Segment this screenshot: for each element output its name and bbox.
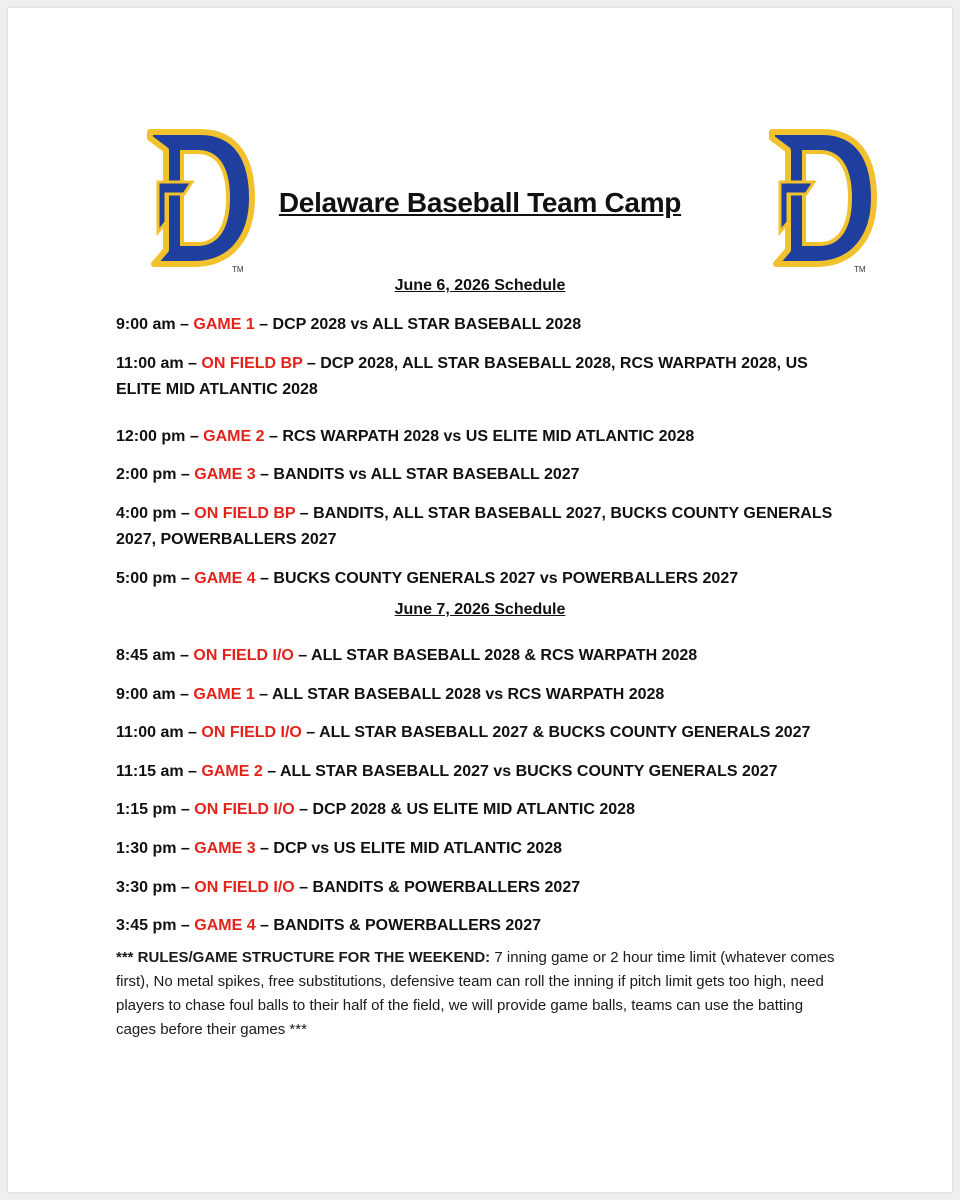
row-detail: DCP 2028 & US ELITE MID ATLANTIC 2028	[312, 801, 635, 818]
schedule-row	[116, 312, 852, 338]
trademark-mark: TM	[854, 265, 866, 274]
page-title: Delaware Baseball Team Camp	[278, 187, 682, 218]
row-separator: –	[255, 466, 274, 483]
row-separator: –	[255, 570, 274, 587]
row-event: GAME 1	[193, 686, 255, 703]
row-separator: –	[175, 686, 194, 703]
row-separator: –	[185, 428, 204, 445]
row-time: 1:15 pm	[116, 801, 177, 818]
schedule-sheet	[8, 8, 952, 1192]
row-event: ON FIELD BP	[194, 505, 296, 522]
row-time: 8:45 am	[116, 647, 176, 664]
row-time: 12:00 pm	[116, 428, 186, 445]
schedule-row	[116, 424, 852, 450]
row-time: 4:00 pm	[116, 505, 177, 522]
schedule-row	[116, 875, 852, 901]
rules-body: 7 inning game or 2 hour time limit (whatever comes first), No metal spikes, free substitutions, defensive team can roll the inning if pitch limit gets too high, need players to chase foul balls to their half of the field, we will provide game balls, teams can use the batting cages before their games ***	[116, 949, 835, 1038]
rules-paragraph	[116, 946, 846, 1042]
row-time: 9:00 am	[116, 316, 176, 333]
schedule-row	[116, 682, 852, 708]
row-separator: –	[293, 647, 312, 664]
row-time: 1:30 pm	[116, 840, 177, 857]
row-detail: ALL STAR BASEBALL 2028 vs RCS WARPATH 2028	[271, 686, 665, 703]
row-event: ON FIELD I/O	[194, 879, 295, 896]
row-separator: –	[254, 316, 273, 333]
row-separator: –	[183, 724, 202, 741]
row-event: ON FIELD I/O	[201, 724, 302, 741]
trademark-mark: TM	[232, 265, 244, 274]
row-time: 3:45 pm	[116, 917, 177, 934]
row-event: GAME 2	[201, 763, 263, 780]
row-event: ON FIELD BP	[201, 355, 303, 372]
row-detail: DCP 2028, ALL STAR BASEBALL 2028, RCS WARPATH 2028, US ELITE MID ATLANTIC 2028	[116, 355, 808, 398]
row-separator: –	[294, 879, 313, 896]
schedule-row	[116, 797, 852, 823]
schedule-row	[116, 720, 852, 746]
row-time: 3:30 pm	[116, 879, 177, 896]
day2-heading: June 7, 2026 Schedule	[394, 601, 566, 618]
row-time: 9:00 am	[116, 686, 176, 703]
row-event: GAME 2	[203, 428, 265, 445]
schedule-row	[116, 643, 852, 669]
row-detail: BANDITS & POWERBALLERS 2027	[312, 879, 581, 896]
row-detail: BANDITS vs ALL STAR BASEBALL 2027	[273, 466, 580, 483]
row-separator: –	[176, 801, 195, 818]
day1-heading: June 6, 2026 Schedule	[394, 277, 566, 294]
row-event: GAME 4	[194, 570, 256, 587]
row-detail: ALL STAR BASEBALL 2027 vs BUCKS COUNTY GENERALS 2027	[279, 763, 778, 780]
row-event: ON FIELD I/O	[194, 801, 295, 818]
schedule-row	[116, 462, 852, 488]
row-separator: –	[294, 801, 313, 818]
row-separator: –	[264, 428, 283, 445]
row-event: GAME 3	[194, 840, 256, 857]
row-separator: –	[176, 917, 195, 934]
row-detail: ALL STAR BASEBALL 2028 & RCS WARPATH 2028	[311, 647, 698, 664]
schedule-row	[116, 501, 852, 553]
row-time: 11:00 am	[116, 724, 184, 741]
schedule-row	[116, 566, 852, 592]
row-time: 11:15 am	[116, 763, 184, 780]
row-event: GAME 3	[194, 466, 256, 483]
row-separator: –	[262, 763, 280, 780]
row-detail: DCP 2028 vs ALL STAR BASEBALL 2028	[272, 316, 582, 333]
row-separator: –	[176, 570, 195, 587]
row-event: ON FIELD I/O	[193, 647, 294, 664]
row-detail: BANDITS & POWERBALLERS 2027	[273, 917, 541, 934]
schedule-row	[116, 351, 852, 403]
rules-heading: *** RULES/GAME STRUCTURE FOR THE WEEKEND:	[116, 949, 491, 966]
row-time: 5:00 pm	[116, 570, 177, 587]
row-detail: BANDITS, ALL STAR BASEBALL 2027, BUCKS COUNTY GENERALS 2027, POWERBALLERS 2027	[116, 505, 833, 548]
row-separator: –	[176, 505, 195, 522]
schedule-row	[116, 836, 852, 862]
row-separator: –	[176, 466, 195, 483]
row-separator: –	[302, 355, 321, 372]
row-separator: –	[183, 355, 202, 372]
schedule-row	[116, 759, 852, 785]
row-separator: –	[183, 763, 202, 780]
row-separator: –	[255, 917, 274, 934]
row-separator: –	[175, 647, 194, 664]
row-time: 2:00 pm	[116, 466, 177, 483]
row-separator: –	[176, 879, 195, 896]
row-separator: –	[295, 505, 314, 522]
row-separator: –	[254, 686, 272, 703]
row-event: GAME 1	[193, 316, 255, 333]
row-separator: –	[255, 840, 274, 857]
row-detail: RCS WARPATH 2028 vs US ELITE MID ATLANTIC 2028	[282, 428, 695, 445]
row-detail: DCP vs US ELITE MID ATLANTIC 2028	[273, 840, 563, 857]
row-time: 11:00 am	[116, 355, 184, 372]
row-event: GAME 4	[194, 917, 256, 934]
row-separator: –	[301, 724, 320, 741]
row-separator: –	[176, 840, 195, 857]
row-detail: ALL STAR BASEBALL 2027 & BUCKS COUNTY GENERALS 2027	[319, 724, 811, 741]
row-separator: –	[175, 316, 194, 333]
row-detail: BUCKS COUNTY GENERALS 2027 vs POWERBALLERS 2027	[273, 570, 739, 587]
schedule-row	[116, 913, 852, 939]
